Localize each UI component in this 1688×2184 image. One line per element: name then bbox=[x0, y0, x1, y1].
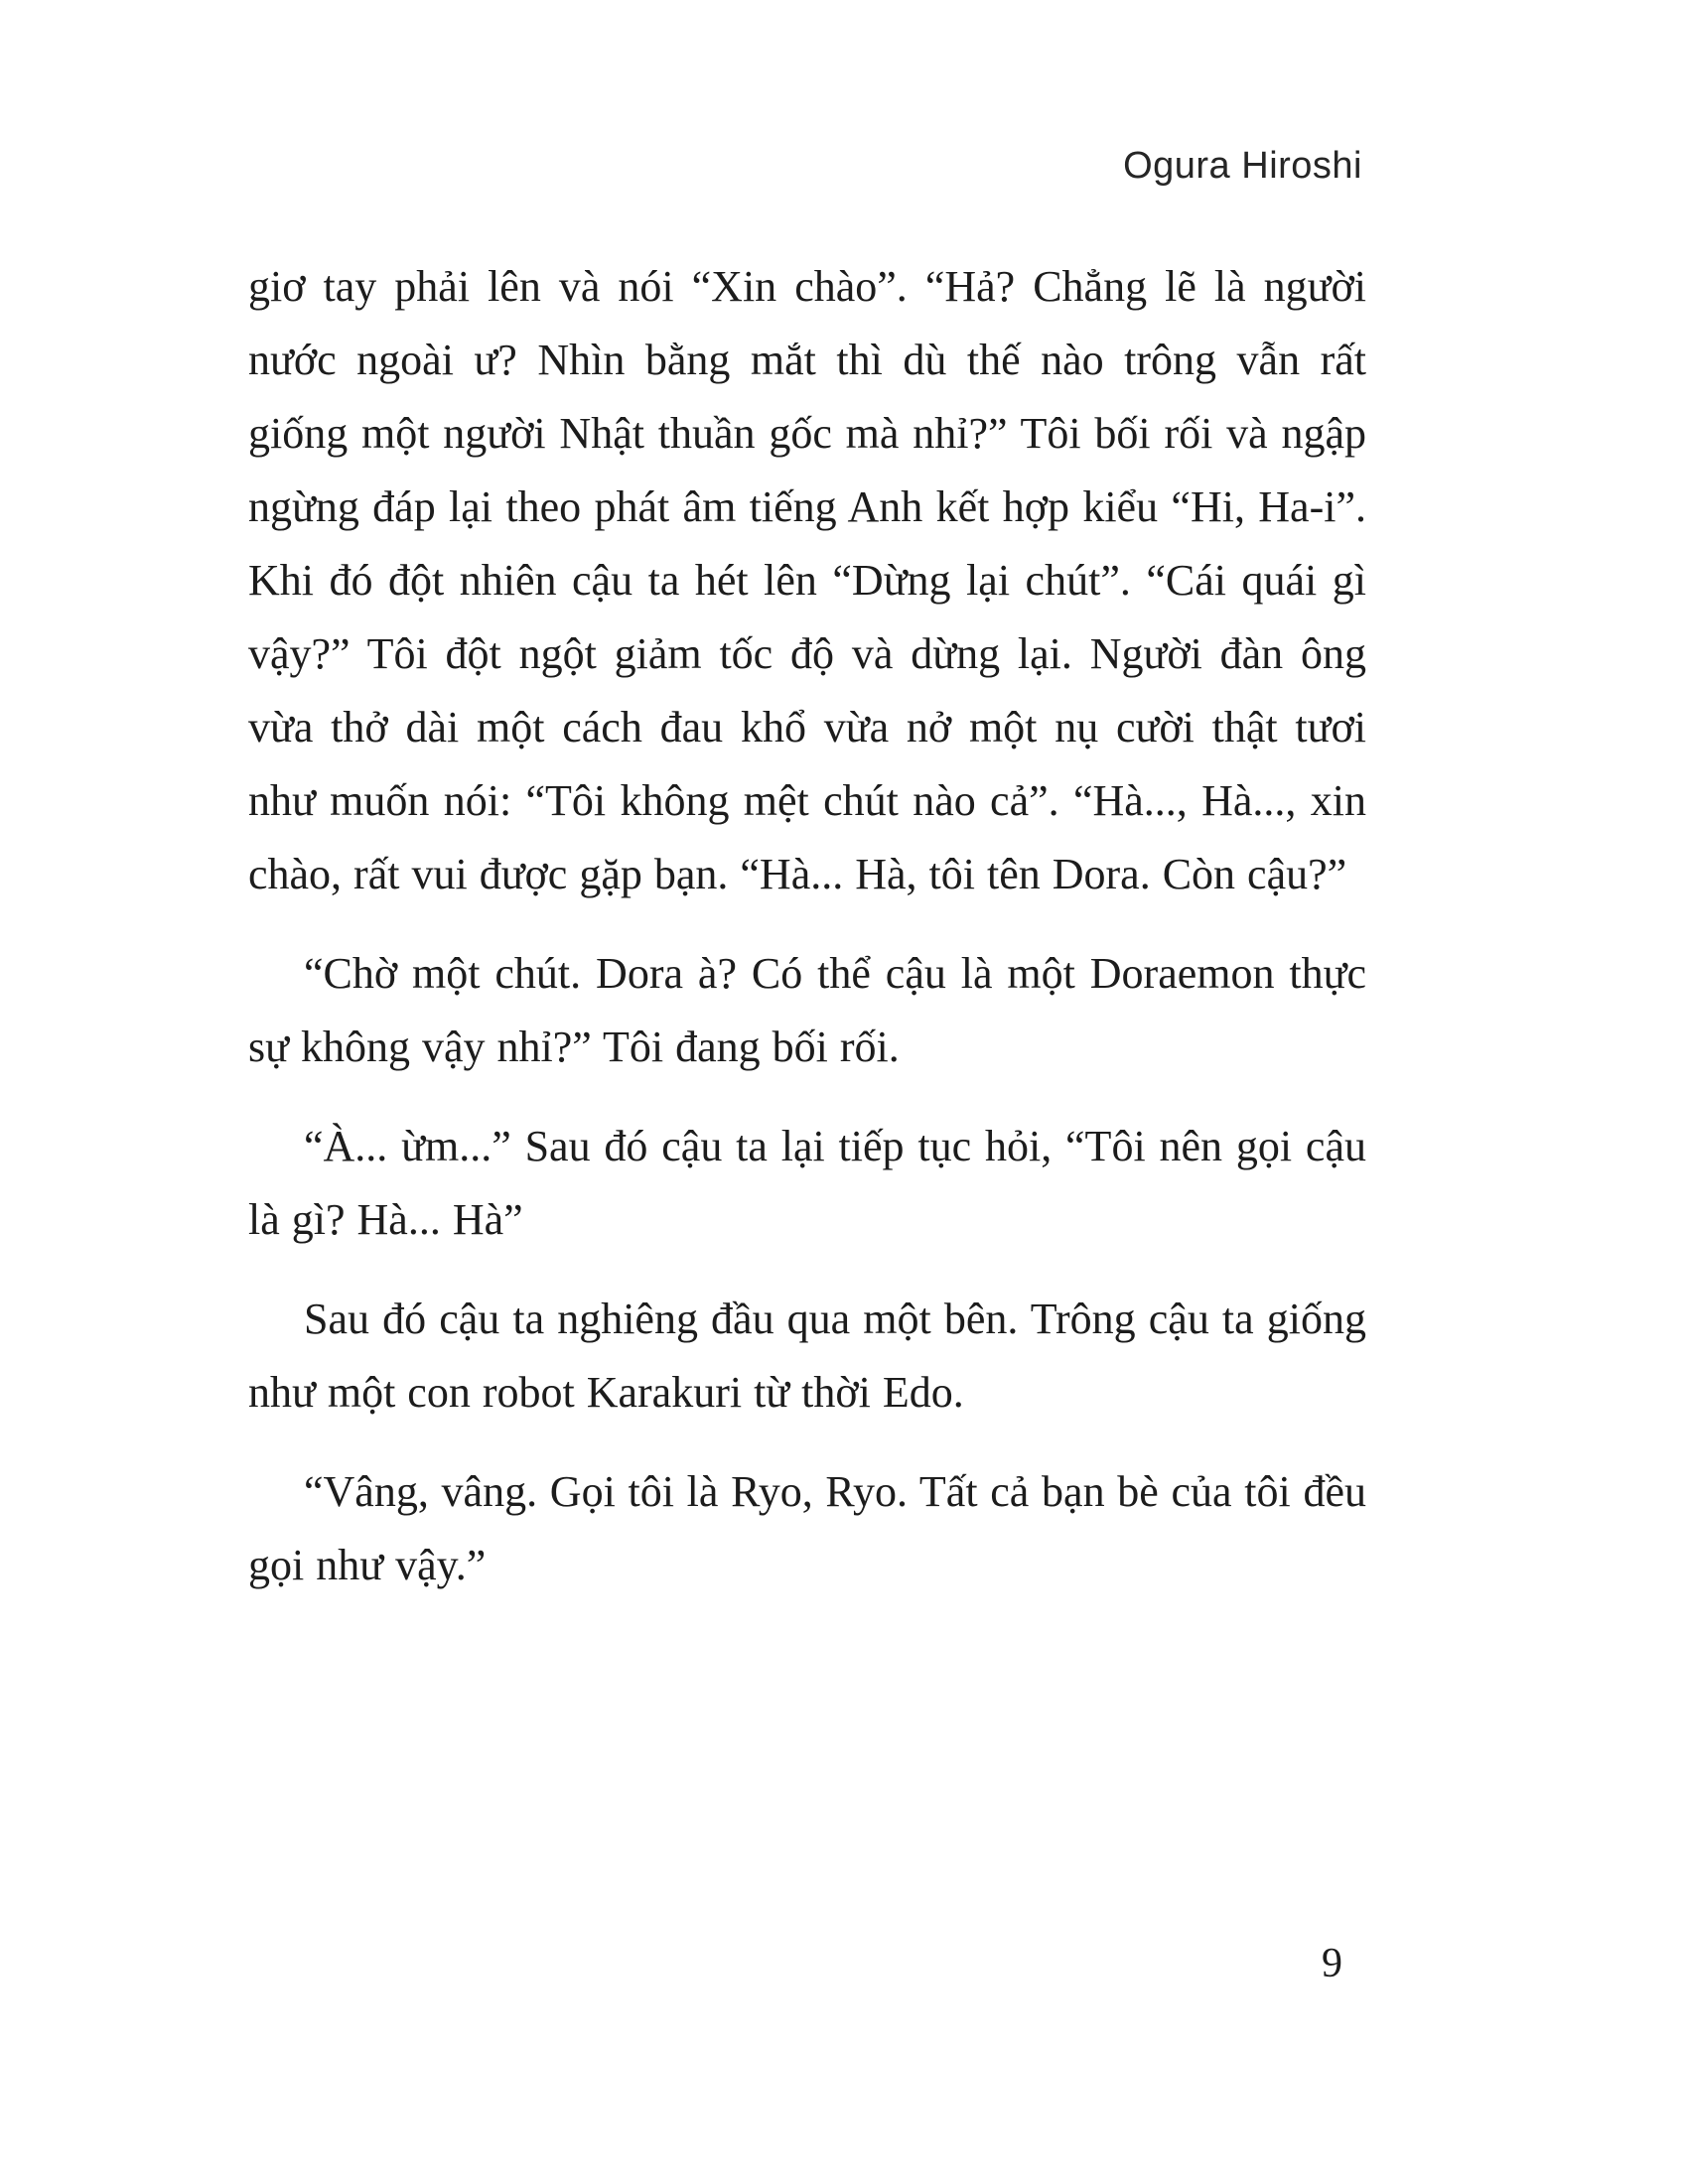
paragraph: Sau đó cậu ta nghiêng đầu qua một bên. Trông cậu ta giống như một con robot Karakuri từ thời Edo. bbox=[248, 1295, 1366, 1417]
body-text bbox=[248, 250, 1366, 1602]
paragraph: “À... ừm...” Sau đó cậu ta lại tiếp tục hỏi, “Tôi nên gọi cậu là gì? Hà... Hà” bbox=[248, 1122, 1366, 1244]
paragraph: “Chờ một chút. Dora à? Có thể cậu là một Doraemon thực sự không vậy nhỉ?” Tôi đang bối rối. bbox=[248, 949, 1366, 1071]
paragraph-continuation: giơ tay phải lên và nói “Xin chào”. “Hả? Chẳng lẽ là người nước ngoài ư? Nhìn bằng mắt thì dù thế nào trông vẫn rất giống một người Nhật thuần gốc mà nhỉ?” Tôi bối rối và ngập ngừng đáp lại theo phát âm tiếng Anh kết hợp kiểu “Hi, Ha-i”. Khi đó đột nhiên cậu ta hét lên “Dừng lại chút”. “Cái quái gì vậy?” Tôi đột ngột giảm tốc độ và dừng lại. Người đàn ông vừa thở dài một cách đau khổ vừa nở một nụ cười thật tươi như muốn nói: “Tôi không mệt chút nào cả”. “Hà..., Hà..., xin chào, rất vui được gặp bạn. “Hà... Hà, tôi tên Dora. Còn cậu?” bbox=[248, 262, 1366, 898]
running-head-author: Ogura Hiroshi bbox=[1123, 145, 1362, 187]
paragraph: “Vâng, vâng. Gọi tôi là Ryo, Ryo. Tất cả bạn bè của tôi đều gọi như vậy.” bbox=[248, 1467, 1366, 1589]
page-number: 9 bbox=[1322, 1941, 1342, 1986]
